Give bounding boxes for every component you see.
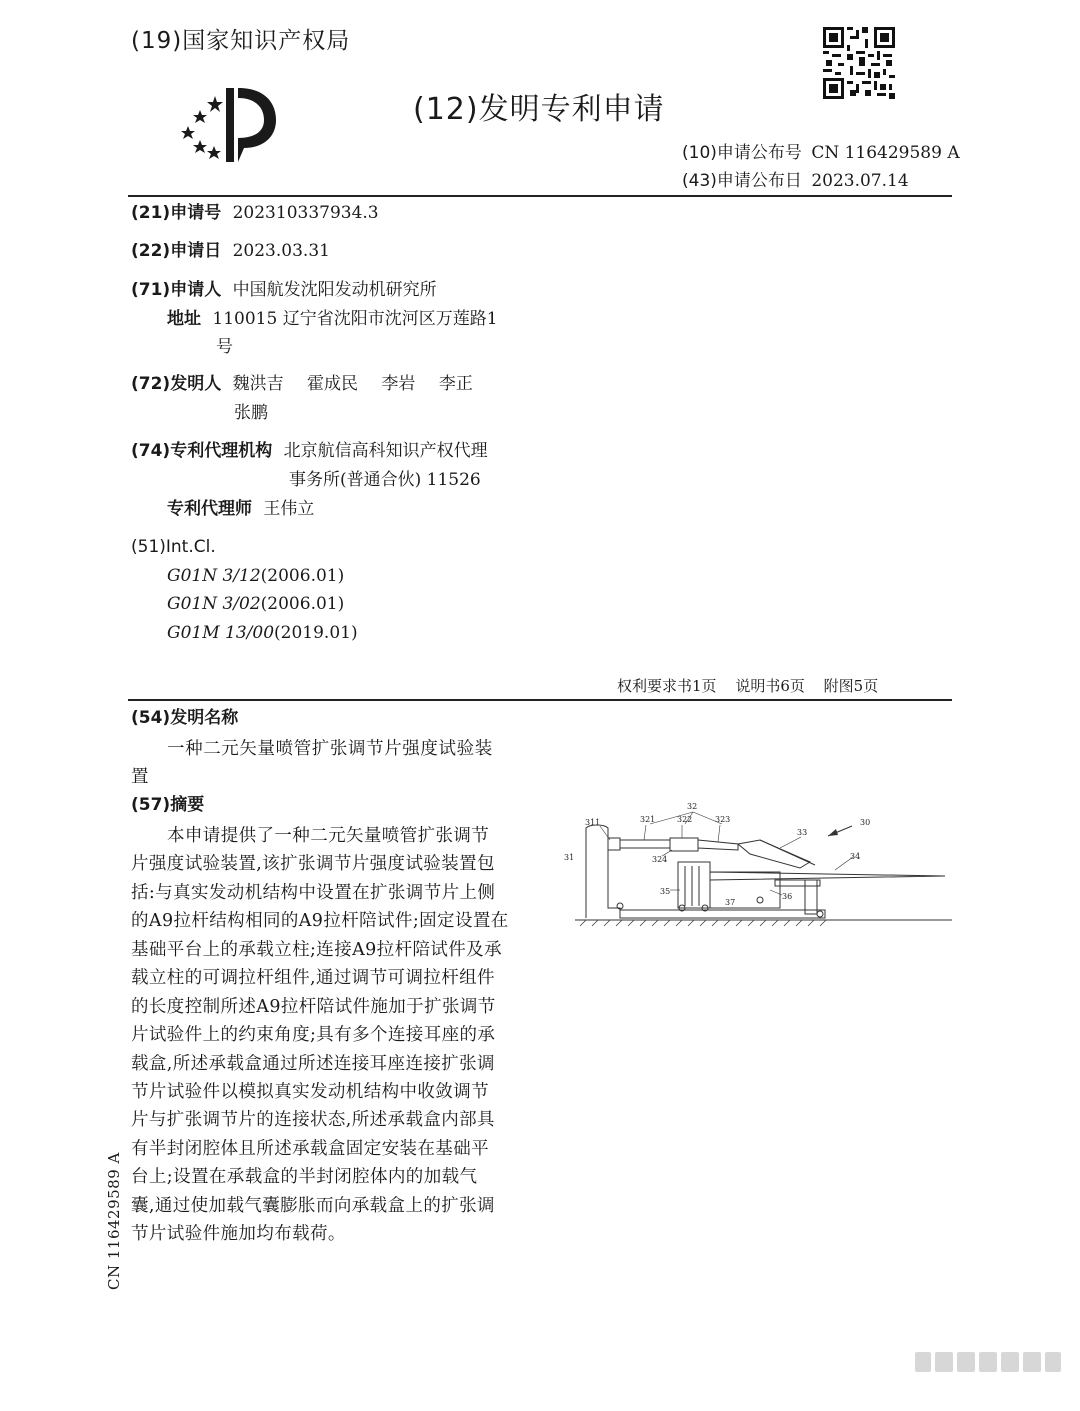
abstract-line: 载盒,所述承载盒通过所述连接耳座连接扩张调 xyxy=(131,1054,495,1074)
application-date-row xyxy=(131,237,330,265)
figure-label: 323 xyxy=(715,815,731,824)
invention-title-label: (54)发明名称 xyxy=(131,708,239,728)
int-cl-version: (2019.01) xyxy=(274,623,358,643)
address-line-1: 110015 辽宁省沈阳市沈河区万莲路1 xyxy=(212,309,498,329)
figure-label: 33 xyxy=(797,828,808,837)
abstract-line: 括:与真实发动机结构中设置在扩张调节片上侧 xyxy=(131,883,496,903)
star-icon xyxy=(193,140,207,153)
figure-label: 37 xyxy=(725,898,736,907)
agency-line-1: 北京航信高科知识产权代理 xyxy=(283,441,488,461)
qr-code xyxy=(823,27,895,99)
int-cl-entry xyxy=(167,590,344,618)
figure-label: 36 xyxy=(782,892,793,901)
abstract-line: 载立柱的可调拉杆组件,通过调节可调拉杆组件 xyxy=(131,968,495,988)
inventor-name: 魏洪吉 xyxy=(232,374,284,394)
address-label: 地址 xyxy=(167,309,201,329)
inventors-label: (72)发明人 xyxy=(131,374,222,394)
publication-number-row xyxy=(682,139,960,167)
star-icon xyxy=(207,146,221,159)
abstract-line: 的A9拉杆结构相同的A9拉杆陪试件;固定设置在 xyxy=(131,911,509,931)
figure-label: 30 xyxy=(860,818,871,827)
header-divider xyxy=(128,195,952,197)
inventors-row xyxy=(131,370,473,398)
abstract-line: 节片试验件以模拟真实发动机结构中收敛调节 xyxy=(131,1082,489,1102)
abstract-line: 节片试验件施加均布载荷。 xyxy=(131,1224,346,1244)
star-icon xyxy=(181,126,195,139)
abstract-line: 囊,通过使加载气囊膨胀而向承载盒上的扩张调 xyxy=(131,1196,495,1216)
page-counts xyxy=(617,675,878,696)
description-pages: 说明书6页 xyxy=(735,677,805,695)
publication-date-row xyxy=(682,167,909,195)
abstract-line: 的长度控制所述A9拉杆陪试件施加于扩张调节 xyxy=(131,997,496,1017)
figure-label: 35 xyxy=(660,887,671,896)
application-date-value: 2023.03.31 xyxy=(232,241,330,261)
abstract-line: 片强度试验装置,该扩张调节片强度试验装置包 xyxy=(131,854,495,874)
int-cl-entry xyxy=(167,619,358,647)
agent-value: 王伟立 xyxy=(263,499,315,519)
application-number-label: (21)申请号 xyxy=(131,203,222,223)
int-cl-label: (51)Int.Cl. xyxy=(131,537,216,557)
abstract-line: 有半封闭腔体且所述承载盒固定安装在基础平 xyxy=(131,1139,489,1159)
int-cl-version: (2006.01) xyxy=(260,566,345,586)
figure-label: 34 xyxy=(850,852,861,861)
abstract-line: 基础平台上的承载立柱;连接A9拉杆陪试件及承 xyxy=(131,940,502,960)
application-date-label: (22)申请日 xyxy=(131,241,222,261)
image-watermark xyxy=(915,1346,1065,1378)
abstract-line: 片与扩张调节片的连接状态,所述承载盒内部具 xyxy=(131,1110,495,1130)
publication-date-label: (43)申请公布日 xyxy=(682,171,802,191)
drawings-pages: 附图5页 xyxy=(823,677,879,695)
abstract-line: 片试验件上的约束角度;具有多个连接耳座的承 xyxy=(131,1025,496,1045)
side-publication-number: CN 116429589 A xyxy=(105,1152,123,1290)
figure-label: 321 xyxy=(640,815,656,824)
agency-line-2: 事务所(普通合伙) 11526 xyxy=(289,470,481,490)
figure-label: 311 xyxy=(585,818,601,827)
inventor-name: 李岩 xyxy=(381,374,416,394)
figure-label: 322 xyxy=(677,815,693,824)
int-cl-code: G01N 3/12 xyxy=(167,566,261,586)
figure-label: 324 xyxy=(652,855,668,864)
inventor-name: 霍成民 xyxy=(307,374,359,394)
application-number-row xyxy=(131,199,379,227)
applicant-row xyxy=(131,276,437,304)
applicant-value: 中国航发沈阳发动机研究所 xyxy=(232,280,437,300)
abstract-label: (57)摘要 xyxy=(131,795,205,815)
claims-pages: 权利要求书1页 xyxy=(617,677,717,695)
invention-title-line-1: 一种二元矢量喷管扩张调节片强度试验装 xyxy=(167,739,493,759)
invention-title-line-2: 置 xyxy=(131,767,149,787)
abstract-line: 本申请提供了一种二元矢量喷管扩张调节 xyxy=(167,826,490,846)
publication-number-value: CN 116429589 A xyxy=(811,143,960,163)
int-cl-entry xyxy=(167,562,344,590)
star-icon xyxy=(207,96,223,112)
publication-number-label: (10)申请公布号 xyxy=(682,143,802,163)
figure-label: 32 xyxy=(687,802,698,811)
agency-row xyxy=(131,437,488,465)
patent-office-name: (19)国家知识产权局 xyxy=(131,28,351,54)
abstract-line: 台上;设置在承载盒的半封闭腔体内的加载气 xyxy=(131,1167,478,1187)
cnipa-logo xyxy=(178,82,278,164)
document-type-title: (12)发明专利申请 xyxy=(413,92,665,127)
figure-label: 31 xyxy=(564,853,575,862)
abstract-drawing xyxy=(560,802,955,930)
inventor-name: 张鹏 xyxy=(234,403,268,423)
applicant-label: (71)申请人 xyxy=(131,280,222,300)
int-cl-version: (2006.01) xyxy=(260,594,345,614)
agent-row xyxy=(167,495,314,523)
agency-label: (74)专利代理机构 xyxy=(131,441,273,461)
star-icon xyxy=(193,110,207,123)
publication-date-value: 2023.07.14 xyxy=(811,171,909,191)
address-row xyxy=(167,305,498,333)
agent-label: 专利代理师 xyxy=(167,499,252,519)
application-number-value: 202310337934.3 xyxy=(232,203,379,223)
int-cl-code: G01N 3/02 xyxy=(167,594,261,614)
int-cl-code: G01M 13/00 xyxy=(167,623,275,643)
inventor-name: 李正 xyxy=(438,374,473,394)
section-divider xyxy=(128,699,952,701)
address-line-2: 号 xyxy=(216,337,233,357)
